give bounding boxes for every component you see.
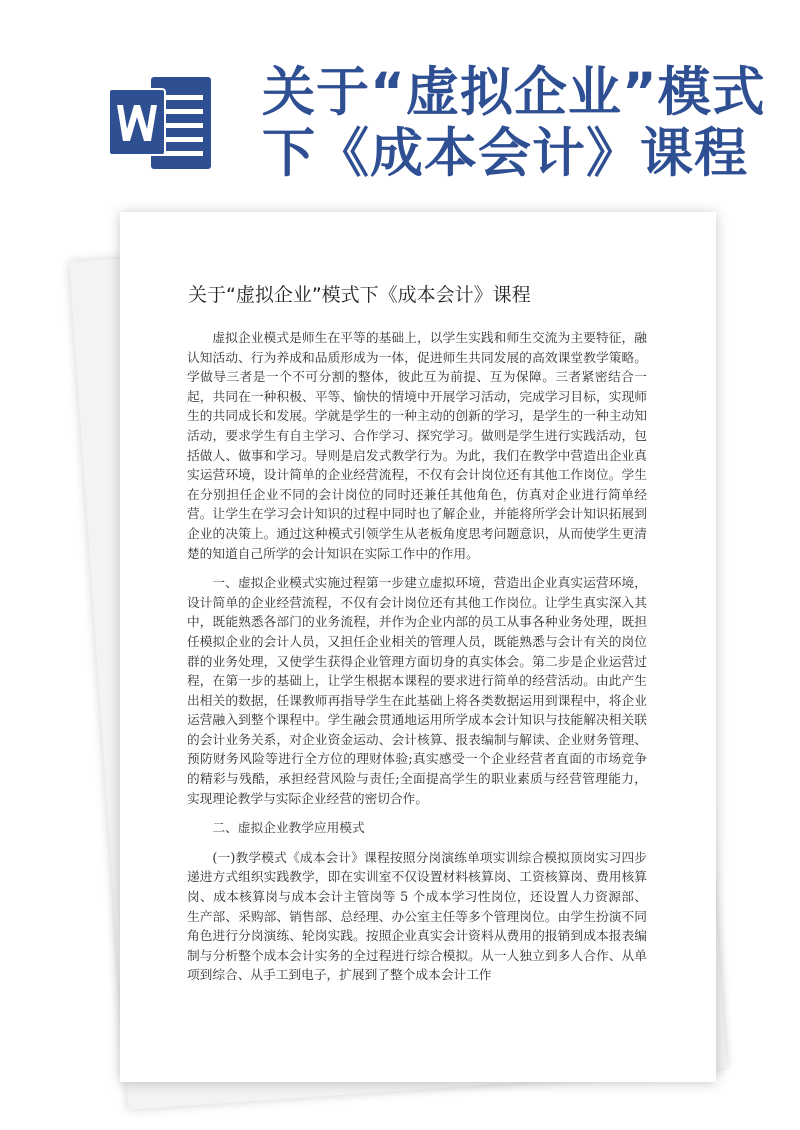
document-page: [120, 212, 716, 1082]
document-body: [187, 328, 647, 995]
word-document-icon: [107, 73, 217, 173]
paragraph: 虚拟企业模式是师生在平等的基础上，以学生实践和师生交流为主要特征，融认知活动、行为养成和品质形成为一体，促进师生共同发展的高效课堂教学策略。学做导三者是一个不可分割的整体，彼此互为前提、互为保障。三者紧密结合一起，共同在一种积极、平等、愉快的情境中开展学习活动，完成学习目标，实现师生的共同成长和发展。学就是学生的一种主动的创新的学习，是学生的一种主动知活动，要求学生有自主学习、合作学习、探究学习。做则是学生进行实践活动，包括做人、做事和学习。导则是启发式教学行为。为此，我们在教学中营造出企业真实运营环境，设计简单的企业经营流程，不仅有会计岗位还有其他工作岗位。学生在分别担任企业不同的会计岗位的同时还兼任其他角色，仿真对企业进行简单经营。让学生在学习会计知识的过程中同时也了解企业，并能将所学会计知识拓展到企业的决策上。通过这种模式引领学生从老板角度思考问题意识，从而使学生更清楚的知道自己所学的会计知识在实际工作中的作用。: [187, 330, 647, 561]
header-title: 关于“虚拟企业”模式下《成本会计》课程: [262, 62, 766, 184]
paragraph: (一)教学模式《成本会计》课程按照分岗演练单项实训综合模拟顶岗实习四步递进方式组织实践教学，即在实训室不仅设置材料核算岗、工资核算岗、费用核算岗、成本核算岗与成本会计主管岗等 5 个成本学习性岗位，还设置人力资源部、生产部、采购部、销售部、总经理、办公室主任等多个管理岗位。由学生扮演不同角色进行分岗演练、轮岗实践。按照企业真实会计资料从费用的报销到成本报表编制与分析整个成本会计实务的全过程进行综合模拟。从一人独立到多人合作、从单项到综合、从手工到电子，扩展到了整个成本会计工作: [187, 849, 647, 983]
section-heading: 二、虚拟企业教学应用模式: [212, 820, 365, 836]
page-header: [0, 0, 800, 200]
paragraph: 一、虚拟企业模式实施过程第一步建立虚拟环境，营造出企业真实运营环境，设计简单的企业经营流程，不仅有会计岗位还有其他工作岗位。让学生真实深入其中，既能熟悉各部门的业务流程，并作为企业内部的员工从事各种业务处理，既担任模拟企业的会计人员，又担任企业相关的管理人员，既能熟悉与会计有关的岗位群的业务处理，又使学生获得企业管理方面切身的真实体会。第二步是企业运营过程，在第一步的基础上，让学生根据本课程的要求进行简单的经营活动。由此产生出相关的数据，任课教师再指导学生在此基础上将各类数据运用到课程中，将企业运营融入到整个课程中。学生融会贯通地运用所学成本会计知识与技能解决相关联的会计业务关系，对企业资金运动、会计核算、报表编制与解读、企业财务管理、预防财务风险等进行全方位的理财体验;真实感受一个企业经营者直面的市场竞争的精彩与残酷，承担经营风险与责任;全面提高学生的职业素质与经营管理能力，实现理论教学与实际企业经营的密切合作。: [187, 575, 647, 806]
document-title: 关于“虚拟企业”模式下《成本会计》课程: [188, 284, 531, 306]
